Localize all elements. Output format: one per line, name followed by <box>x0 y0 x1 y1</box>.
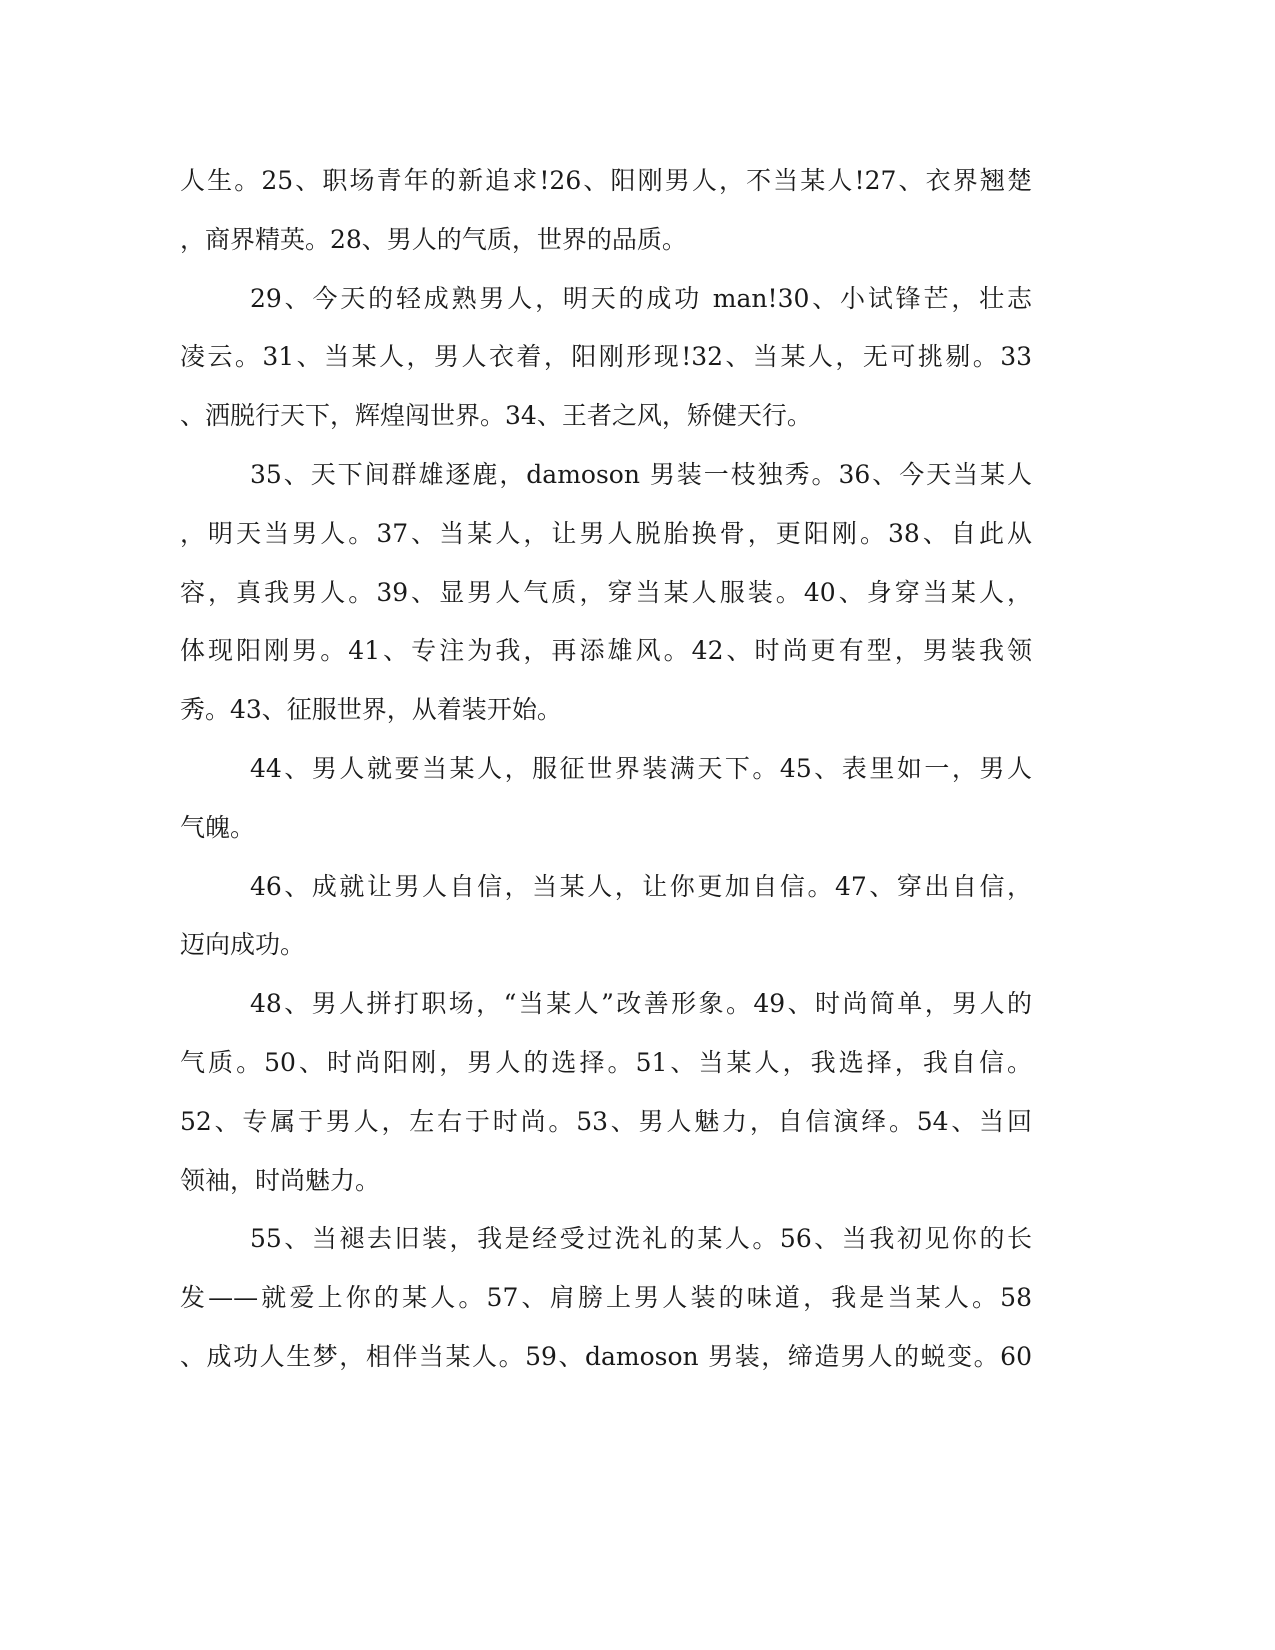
text-line: 、洒脱行天下，辉煌闯世界。34、王者之风，矫健天行。 <box>180 401 812 431</box>
text-line: 46、成就让男人自信，当某人，让你更加自信。47、穿出自信， <box>250 871 1032 901</box>
text-line: 55、当褪去旧装，我是经受过洗礼的某人。56、当我初见你的长 <box>250 1224 1032 1254</box>
paragraph <box>180 162 1032 280</box>
paragraph <box>180 985 1032 1220</box>
paragraph <box>180 456 1032 750</box>
text-line: 秀。43、征服世界，从着装开始。 <box>180 695 562 725</box>
text-line: 凌云。31、当某人，男人衣着，阳刚形现!32、当某人，无可挑剔。33 <box>180 342 1032 372</box>
text-line: 人生。25、职场青年的新追求!26、阳刚男人，不当某人!27、衣界翘楚 <box>180 166 1032 195</box>
text-line: 容，真我男人。39、显男人气质，穿当某人服装。40、身穿当某人， <box>180 577 1032 607</box>
paragraph <box>180 280 1032 456</box>
paragraph <box>180 750 1032 868</box>
text-line: 领袖，时尚魅力。 <box>180 1165 381 1195</box>
text-line: ，商界精英。28、男人的气质，世界的品质。 <box>180 224 687 254</box>
paragraph <box>180 868 1032 986</box>
text-line: 35、天下间群雄逐鹿，damoson 男装一枝独秀。36、今天当某人 <box>250 459 1032 489</box>
text-line: 52、专属于男人，左右于时尚。53、男人魅力，自信演绎。54、当回 <box>180 1106 1032 1136</box>
text-line: 48、男人拼打职场，“当某人”改善形象。49、时尚简单，男人的 <box>250 989 1032 1019</box>
text-line: 44、男人就要当某人，服征世界装满天下。45、表里如一，男人 <box>250 753 1032 783</box>
text-line: 发——就爱上你的某人。57、肩膀上男人装的味道，我是当某人。58 <box>180 1283 1032 1313</box>
text-line: 体现阳刚男。41、专注为我，再添雄风。42、时尚更有型，男装我领 <box>180 636 1032 666</box>
text-line: ，明天当男人。37、当某人，让男人脱胎换骨，更阳刚。38、自此从 <box>180 518 1032 548</box>
text-line: 迈向成功。 <box>180 930 306 960</box>
paragraph <box>180 1220 1032 1396</box>
text-line: 、成功人生梦，相伴当某人。59、damoson 男装，缔造男人的蜕变。60 <box>180 1341 1032 1371</box>
text-line: 气质。50、时尚阳刚，男人的选择。51、当某人，我选择，我自信。 <box>180 1047 1032 1077</box>
text-line: 29、今天的轻成熟男人，明天的成功 man!30、小试锋芒，壮志 <box>250 283 1032 313</box>
document-body <box>180 162 1032 1397</box>
text-line: 气魄。 <box>180 812 256 842</box>
